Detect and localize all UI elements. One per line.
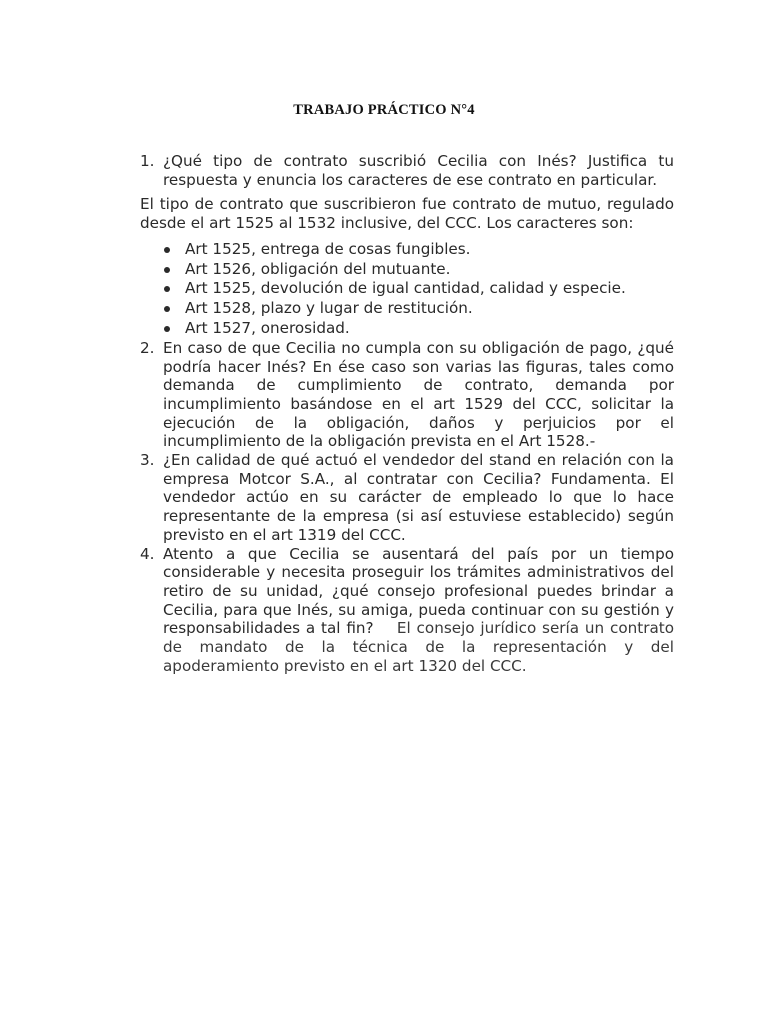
list-item-text: Art 1526, obligación del mutuante.: [185, 259, 451, 278]
document-title: TRABAJO PRÁCTICO N°4: [293, 102, 475, 118]
characteristics-list: [140, 240, 674, 339]
answer-4-text: El consejo jurídico sería un contrato de mandato de la técnica de la representación y del apoderamiento previsto en el art 1320 del CCC.: [163, 619, 675, 675]
question-number: 3.: [140, 451, 155, 470]
question-number: 4.: [140, 544, 155, 563]
question-2: [140, 339, 674, 451]
question-number: 1.: [140, 152, 155, 170]
bullet-icon: [164, 247, 170, 253]
question-3: [140, 451, 674, 545]
question-1: [140, 152, 674, 189]
bullet-icon: [164, 326, 170, 332]
bullet-icon: [164, 306, 170, 312]
list-item: [162, 260, 674, 280]
list-item: [162, 319, 674, 339]
list-item-text: Art 1525, entrega de cosas fungibles.: [185, 239, 471, 258]
list-item-text: Art 1528, plazo y lugar de restitución.: [185, 299, 473, 318]
question-4: [140, 545, 674, 676]
question-text: En caso de que Cecilia no cumpla con su obligación de pago, ¿qué podría hacer Inés? En ése caso son varias las figuras, tales como demanda de cumplimiento de contrato, demanda por incumplimiento basándose en el art 1529 del CCC, solicitar la ejecución de la obligación, daños y perjuicios por el incumplimiento de la obligación prevista en el Art 1528.-: [163, 338, 674, 451]
bullet-icon: [164, 267, 170, 273]
question-number: 2.: [140, 338, 155, 357]
list-item: [162, 279, 674, 299]
document-body: [140, 152, 674, 675]
answer-1-paragraph: El tipo de contrato que suscribieron fue contrato de mutuo, regulado desde el art 1525 al 1532 inclusive, del CCC. Los caracteres son:: [140, 195, 674, 233]
list-item: [162, 240, 674, 260]
list-item-text: Art 1527, onerosidad.: [185, 319, 350, 337]
question-text: Atento a que Cecilia se ausentará del país por un tiempo considerable y necesita proseguir los trámites administrativos del retiro de su unidad, ¿qué consejo profesional puedes brindar a Cecilia, para que Inés, su amiga, pueda continuar con su gestión y responsabilidades a tal fin?: [163, 544, 674, 638]
list-item-text: Art 1525, devolución de igual cantidad, calidad y especie.: [185, 279, 626, 298]
bullet-icon: [164, 286, 170, 292]
question-text: ¿Qué tipo de contrato suscribió Cecilia con Inés? Justifica tu respuesta y enuncia los caracteres de ese contrato en particular.: [163, 152, 674, 189]
list-item: [162, 299, 674, 319]
question-text: ¿En calidad de qué actuó el vendedor del stand en relación con la empresa Motcor S.A., al contratar con Cecilia? Fundamenta. El vendedor actúo en su carácter de empleado lo que lo hace representante de la empresa (si así estuviese establecido) según previsto en el art 1319 del CCC.: [163, 451, 674, 544]
